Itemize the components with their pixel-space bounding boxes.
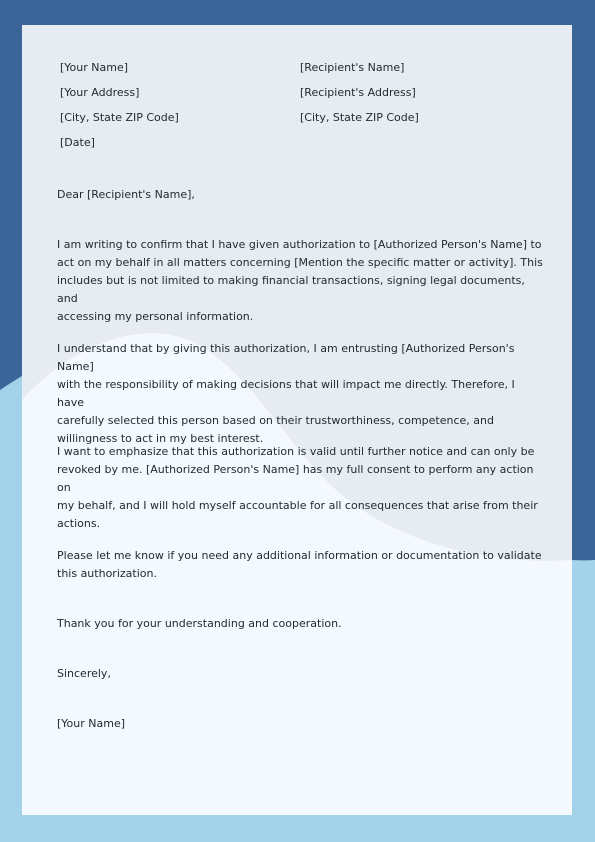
- recipient-name: [Recipient's Name]: [300, 61, 405, 74]
- body-paragraph: I understand that by giving this authorization, I am entrusting [Authorized Person's Name] with the responsibility of making decisions that will impact me directly. Therefore, I have carefully selected this person based on their trustworthiness, competence, and willingness to act in my best interest.: [57, 342, 515, 445]
- sender-address: [Your Address]: [60, 86, 140, 99]
- closing: Sincerely,: [57, 667, 111, 680]
- body-paragraph: Thank you for your understanding and cooperation.: [57, 617, 342, 630]
- salutation: Dear [Recipient's Name],: [57, 188, 195, 201]
- letter-date: [Date]: [60, 136, 95, 149]
- recipient-address: [Recipient's Address]: [300, 86, 416, 99]
- body-paragraph: I want to emphasize that this authorization is valid until further notice and can only be revoked by me. [Authorized Person's Name] has my full consent to perform any action on my behalf, and I will hold myself accountable for all consequences that arise from their actions.: [57, 445, 538, 530]
- sender-city: [City, State ZIP Code]: [60, 111, 179, 124]
- signature-name: [Your Name]: [57, 717, 126, 730]
- letter-page: [22, 25, 572, 815]
- body-paragraph: Please let me know if you need any additional information or documentation to validate this authorization.: [57, 549, 542, 580]
- body-paragraph: I am writing to confirm that I have given authorization to [Authorized Person's Name] to act on my behalf in all matters concerning [Mention the specific matter or activity]. This includes but is not limited to making financial transactions, signing legal documents, and accessing my personal information.: [57, 238, 543, 323]
- sender-name: [Your Name]: [60, 61, 129, 74]
- recipient-city: [City, State ZIP Code]: [300, 111, 419, 124]
